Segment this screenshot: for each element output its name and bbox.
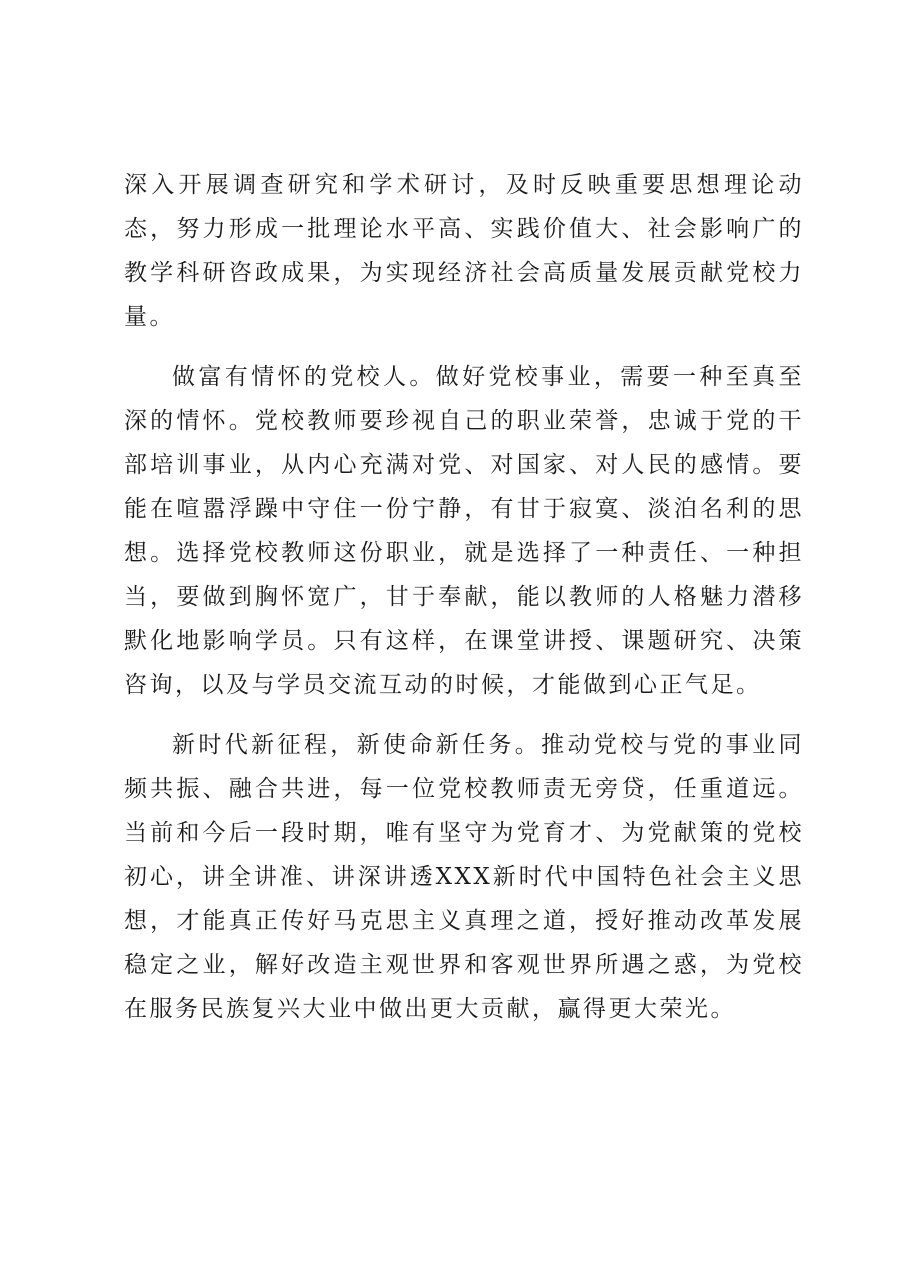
paragraph-teacher-sentiment: 做富有情怀的党校人。做好党校事业，需要一种至真至深的情怀。党校教师要珍视自己的职业荣誉，忠诚于党的干部培训事业，从内心充满对党、对国家、对人民的感情。要能在喧嚣浮躁中守住一份宁静，有甘于寂寞、淡泊名利的思想。选择党校教师这份职业，就是选择了一种责任、一种担当，要做到胸怀宽广，甘于奉献，能以教师的人格魅力潜移默化地影响学员。只有这样，在课堂讲授、课题研究、决策咨询，以及与学员交流互动的时候，才能做到心正气足。 bbox=[124, 364, 804, 698]
document-body bbox=[124, 163, 804, 1047]
paragraph-continuation: 深入开展调查研究和学术研讨，及时反映重要思想理论动态，努力形成一批理论水平高、实践价值大、社会影响广的教学科研咨政成果，为实现经济社会高质量发展贡献党校力量。 bbox=[124, 172, 804, 330]
paragraph-new-era: 新时代新征程，新使命新任务。推动党校与党的事业同频共振、融合共进，每一位党校教师责无旁贷，任重道远。当前和今后一段时期，唯有坚守为党育才、为党献策的党校初心，讲全讲准、讲深讲透XXX新时代中国特色社会主义思想，才能真正传好马克思主义真理之道，授好推动改革发展稳定之业，解好改造主观世界和客观世界所遇之惑，为党校在服务民族复兴大业中做出更大贡献，赢得更大荣光。 bbox=[124, 732, 804, 1022]
